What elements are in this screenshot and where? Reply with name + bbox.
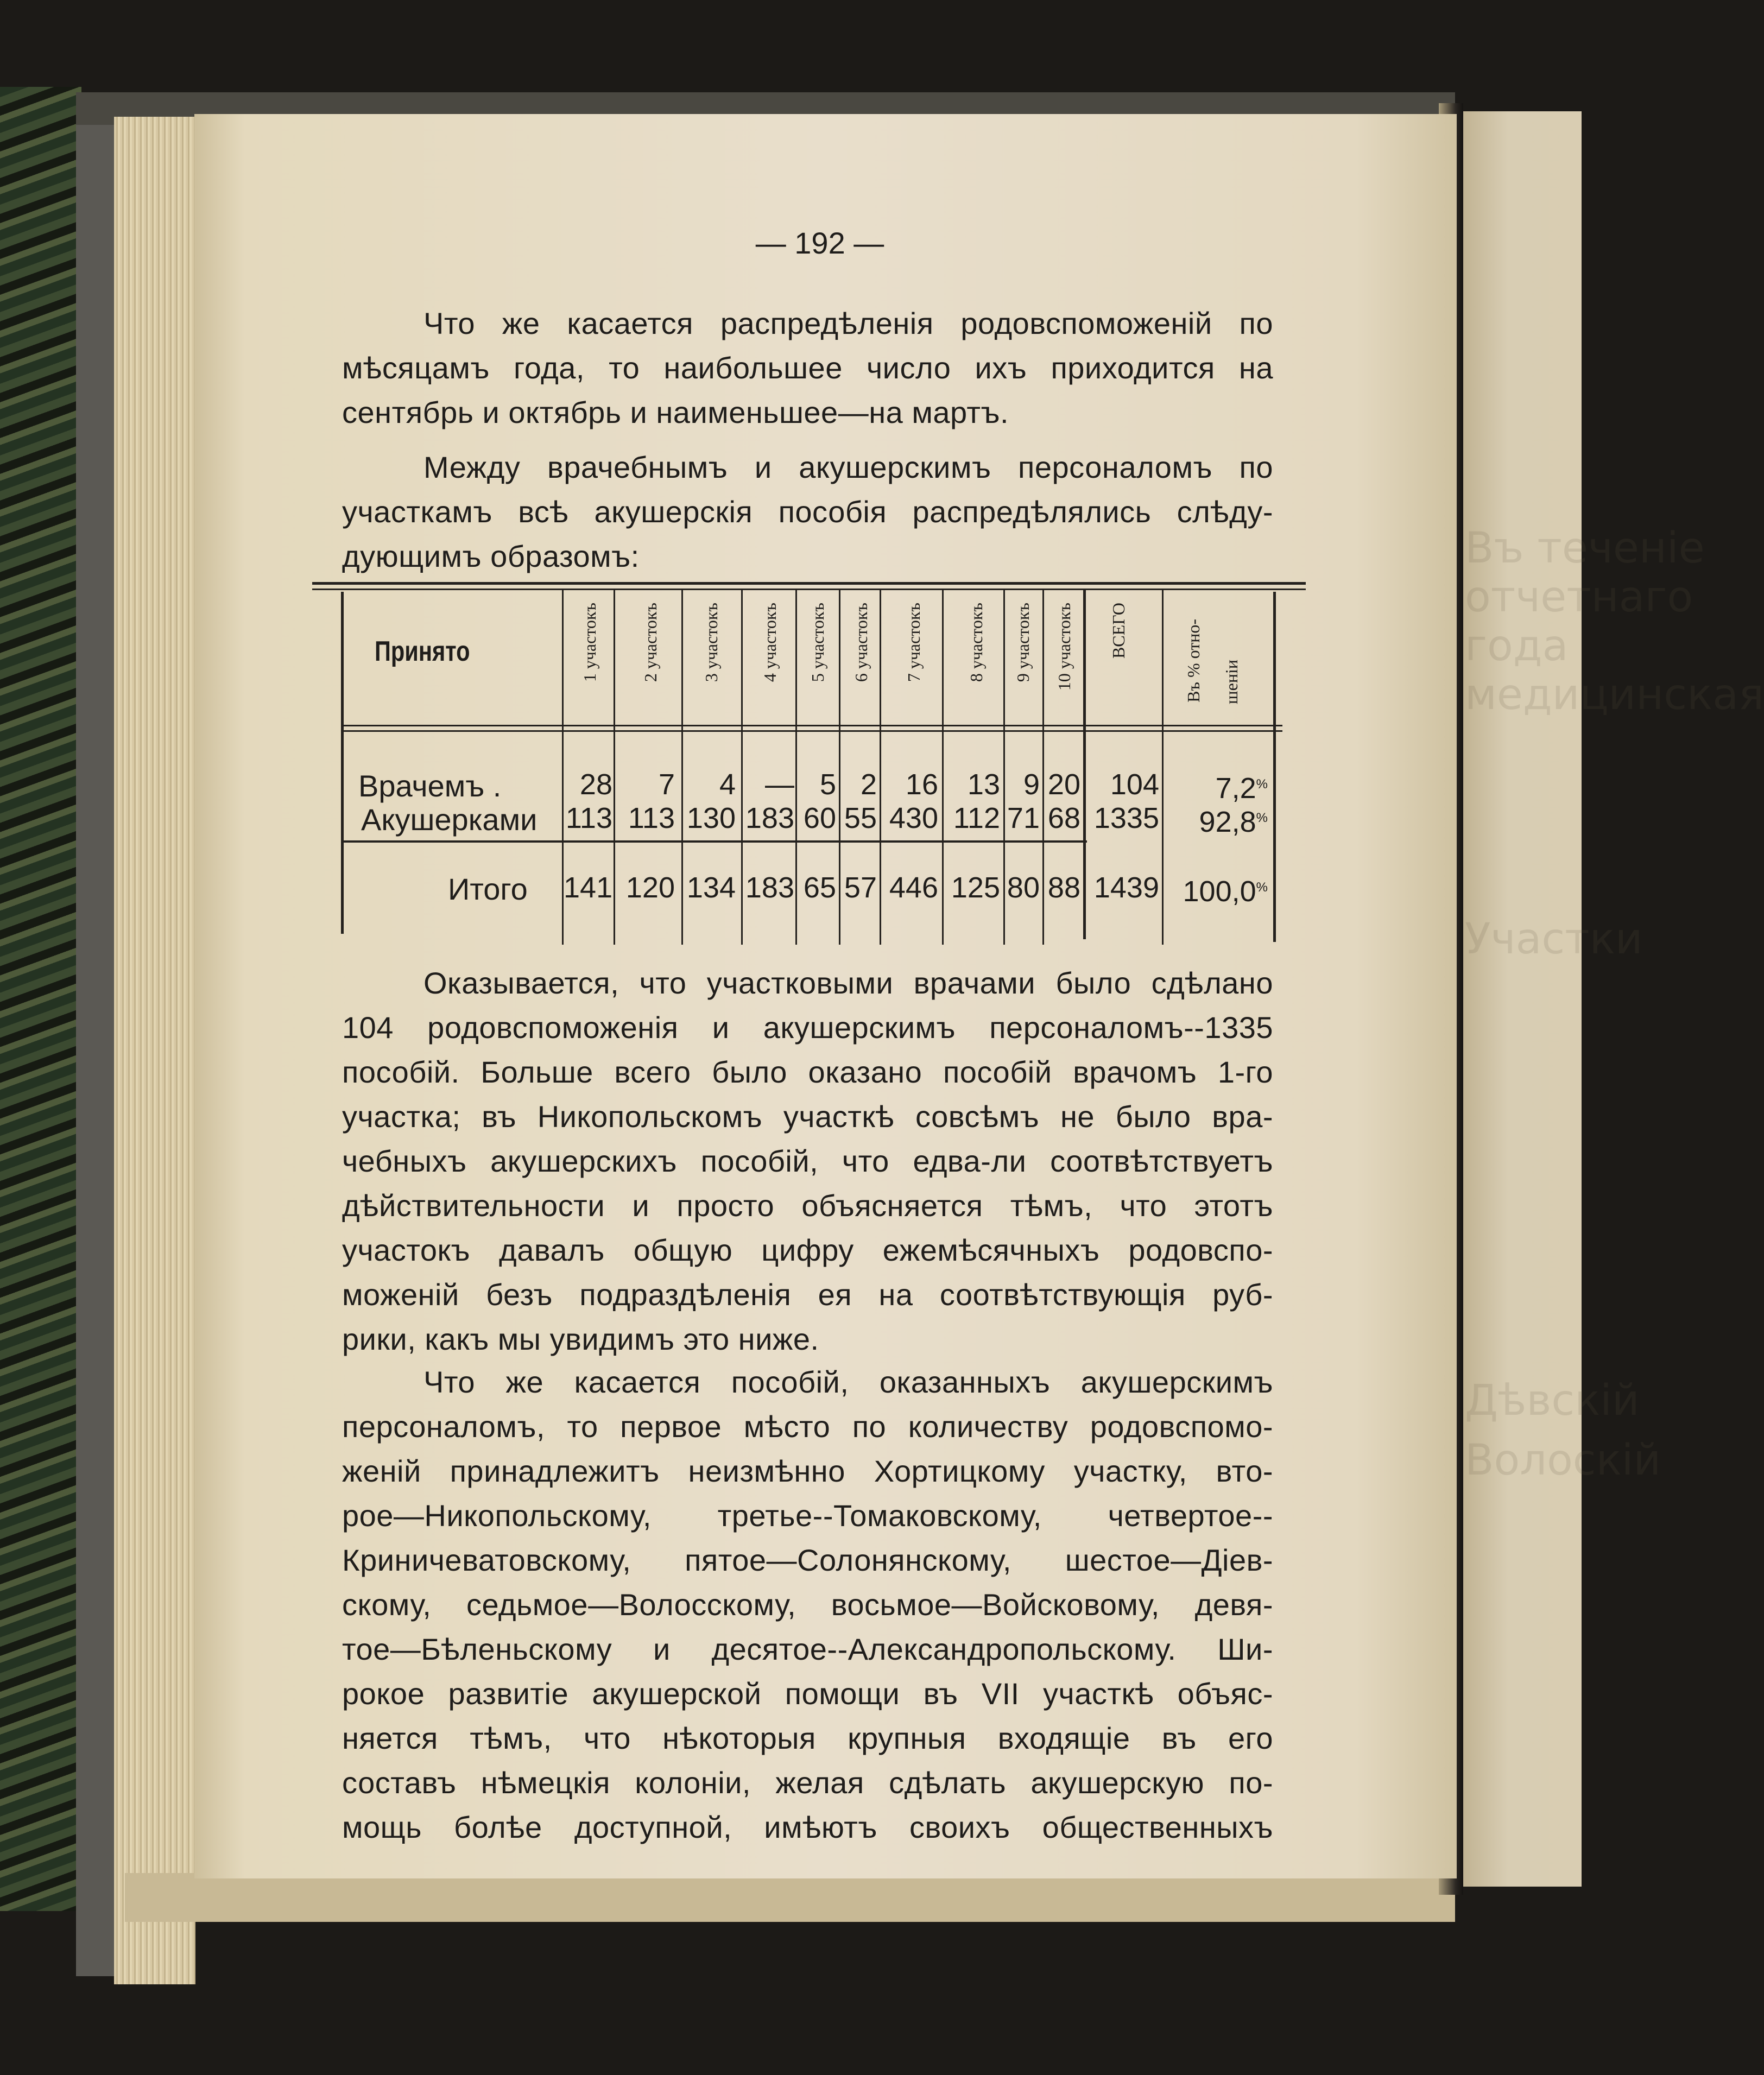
text-line: моженій безъ подраздѣленія ея на соотвѣтствующія руб- xyxy=(342,1277,1273,1312)
percent-cell xyxy=(1165,802,1268,838)
paragraph-3 xyxy=(342,961,1273,1362)
table-cell: 183 xyxy=(745,802,794,834)
ghost-text: Участки xyxy=(1465,915,1643,964)
paragraph-1 xyxy=(342,301,1273,435)
column-header: шеніи xyxy=(1222,660,1241,704)
percent-value: 92,8 xyxy=(1199,806,1256,838)
table-cell: 112 xyxy=(953,802,1000,834)
table-cell: 60 xyxy=(803,802,836,834)
table-cell: 68 xyxy=(1047,802,1080,834)
text-line: Между врачебнымъ и акушерскимъ персоналомъ по xyxy=(423,450,1273,484)
percent-sign: % xyxy=(1256,880,1268,895)
table-left-border xyxy=(341,592,344,934)
table-cell: 20 xyxy=(1047,768,1080,801)
row-label: Врачемъ . xyxy=(358,769,502,803)
table-cell: 120 xyxy=(625,871,675,904)
paragraph-4 xyxy=(342,1360,1273,1850)
text-line: участкамъ всѣ акушерскія пособія распредѣлялись слѣду- xyxy=(342,495,1273,529)
text-line: скому, седьмое—Волосскому, восьмое—Войсковому, девя- xyxy=(342,1587,1273,1622)
text-line: Криничеватовскому, пятое—Солонянскому, шестое—Діев- xyxy=(342,1543,1273,1577)
table-cell: 1439 xyxy=(1093,871,1159,904)
column-header: 3 участокъ xyxy=(701,603,721,682)
ghost-text: Въ теченіе отчетнаго года медицинская xyxy=(1465,524,1764,719)
text-line: мѣсяцамъ года, то наибольшее число ихъ приходится на xyxy=(342,351,1273,385)
percent-sign: % xyxy=(1256,811,1268,825)
ghost-text: Дѣвскій xyxy=(1465,1376,1640,1425)
table-top-rule xyxy=(312,582,1306,585)
percent-cell xyxy=(1165,871,1268,908)
table-cell: 446 xyxy=(889,871,938,904)
table-cell: 130 xyxy=(686,802,736,834)
table-cell: 1335 xyxy=(1093,802,1159,834)
column-header: 8 участокъ xyxy=(966,603,986,682)
table-cell: 5 xyxy=(819,768,836,801)
table-cell: 28 xyxy=(579,768,612,801)
header-rule xyxy=(343,730,1282,732)
page-leaves xyxy=(114,117,195,1984)
table-cell: 88 xyxy=(1047,871,1080,904)
table-cell: 104 xyxy=(1110,768,1159,801)
text-line: мощь болѣе доступной, имѣютъ своихъ общественныхъ xyxy=(342,1810,1273,1844)
percent-value: 100,0 xyxy=(1183,875,1256,908)
table-cell: 80 xyxy=(1007,871,1040,904)
row-label: Акушерками xyxy=(361,802,538,837)
text-line: няется тѣмъ, что нѣкоторыя крупныя входящіе въ его xyxy=(342,1721,1273,1755)
text-line: рики, какъ мы увидимъ это ниже. xyxy=(342,1322,819,1356)
column-header: Въ % отно- xyxy=(1184,619,1203,703)
row-label: Итого xyxy=(448,872,528,906)
book-edge-left xyxy=(0,87,81,1911)
text-line: рое—Никопольскому, третье--Томаковскому, четвертое-- xyxy=(342,1498,1273,1533)
text-line: 104 родовспоможенія и акушерскимъ персоналомъ--1335 xyxy=(342,1010,1273,1045)
table-cell: — xyxy=(765,768,794,801)
column-header: 2 участокъ xyxy=(641,603,660,682)
table-cell: 9 xyxy=(1023,768,1040,801)
table-cell: 113 xyxy=(565,802,612,834)
table-cell: 16 xyxy=(905,768,938,801)
paragraph-2 xyxy=(342,445,1273,579)
column-divider xyxy=(1162,589,1164,945)
column-header: 6 участокъ xyxy=(851,603,871,682)
percent-cell xyxy=(1165,768,1268,805)
table-cell: 430 xyxy=(889,802,938,834)
table-cell: 183 xyxy=(745,871,794,904)
table-cell: 7 xyxy=(658,768,675,801)
table-cell: 4 xyxy=(719,768,736,801)
text-line: дующимъ образомъ: xyxy=(342,539,640,573)
text-line: Что же касается пособій, оказанныхъ акушерскимъ xyxy=(423,1365,1273,1399)
table-cell: 55 xyxy=(844,802,877,834)
text-line: Что же касается распредѣленія родовспоможеній по xyxy=(423,306,1273,340)
table-cell: 13 xyxy=(967,768,1000,801)
column-header: ВСЕГО xyxy=(1109,603,1128,659)
table-cell: 65 xyxy=(803,871,836,904)
subtotal-rule xyxy=(343,840,1087,843)
ghost-text: Волоскій xyxy=(1465,1436,1661,1485)
column-header: 10 участокъ xyxy=(1054,603,1074,691)
column-header: 5 участокъ xyxy=(808,603,827,682)
table-cell: 134 xyxy=(686,871,736,904)
table-cell: 71 xyxy=(1007,802,1040,834)
text-line: рокое развитіе акушерской помощи въ VII участкѣ объяс- xyxy=(342,1677,1273,1711)
text-line: дѣйствительности и просто объясняется тѣмъ, что этотъ xyxy=(342,1188,1273,1223)
text-line: составъ нѣмецкія колоніи, желая сдѣлать акушерскую по- xyxy=(342,1766,1273,1800)
cover-board xyxy=(76,92,119,1976)
column-header: 4 участокъ xyxy=(760,603,780,682)
column-header: 9 участокъ xyxy=(1013,603,1033,682)
page-leaves-bottom xyxy=(125,1873,1455,1922)
table-cell: 2 xyxy=(860,768,877,801)
table-top-rule xyxy=(312,589,1306,590)
text-line: тое—Бѣленьскому и десятое--Александропольскому. Ши- xyxy=(342,1632,1273,1666)
facing-page xyxy=(1459,111,1764,1887)
header-rule xyxy=(343,725,1282,726)
table-cell: 125 xyxy=(951,871,1000,904)
text-line: Оказывается, что участковыми врачами было сдѣлано xyxy=(423,966,1273,1000)
column-divider xyxy=(1273,592,1276,942)
percent-sign: % xyxy=(1256,777,1268,792)
text-line: пособій. Больше всего было оказано пособій врачомъ 1-го xyxy=(342,1055,1273,1089)
percent-value: 7,2 xyxy=(1215,772,1256,805)
table-cell: 113 xyxy=(628,802,675,834)
text-line: персоналомъ, то первое мѣсто по количеству родовспомо- xyxy=(342,1409,1273,1444)
text-line: женій принадлежитъ неизмѣнно Хортицкому участку, вто- xyxy=(342,1454,1273,1488)
text-line: участокъ давалъ общую цифру ежемѣсячныхъ родовспо- xyxy=(342,1233,1273,1267)
table-cell: 57 xyxy=(844,871,877,904)
page-number: — 192 — xyxy=(755,226,884,260)
table-cell: 141 xyxy=(564,871,613,904)
column-header: 7 участокъ xyxy=(904,603,924,682)
text-line: сентябрь и октябрь и наименьшее—на мартъ. xyxy=(342,395,1009,429)
text-line: чебныхъ акушерскихъ пособій, что едва-ли соотвѣтствуетъ xyxy=(342,1144,1273,1178)
text-line: участка; въ Никопольскомъ участкѣ совсѣмъ не было вра- xyxy=(342,1099,1273,1134)
header-label: Принято xyxy=(375,636,470,667)
column-header: 1 участокъ xyxy=(580,603,599,682)
